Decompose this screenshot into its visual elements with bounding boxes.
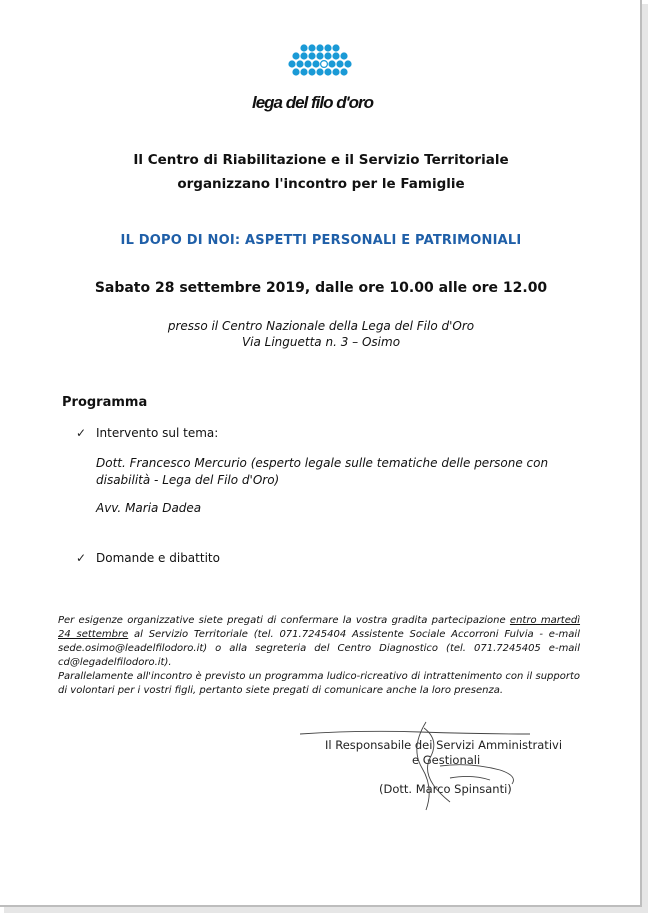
event-date: Sabato 28 settembre 2019, dalle ore 10.00 alle ore 12.00 bbox=[94, 280, 548, 296]
program-item-2: Domande e dibattito bbox=[96, 551, 220, 565]
programma-heading: Programma bbox=[62, 395, 148, 410]
checkmark-icon: ✓ bbox=[76, 551, 87, 565]
handwritten-signature-icon bbox=[300, 718, 570, 818]
page-shadow-bottom bbox=[4, 907, 648, 913]
program-item-1: Intervento sul tema: bbox=[96, 426, 219, 440]
signature-title-line-1: Il Responsabile dei Servizi Amministrativi bbox=[325, 738, 563, 752]
rsvp-paragraph: Per esigenze organizzative siete pregati di confermare la vostra gradita partecipazione entro martedì 24 settembre al Servizio Territoriale (tel. 071.7245404 Assistente Sociale Accorroni Fulvia - e-mail sede.osimo@leadelfilodoro.it) o alla segreteria del Centro Diagnostico (tel. 071.7245405 e-mail cd@legadelfilodoro.it). bbox=[58, 615, 581, 668]
signature-title-line-2: e Gestionali bbox=[412, 753, 481, 767]
event-title: IL DOPO DI NOI: ASPETTI PERSONALI E PATRIMONIALI bbox=[120, 233, 522, 248]
intro-line-1: Il Centro di Riabilitazione e il Servizio Territoriale bbox=[133, 152, 509, 168]
page-shadow-right bbox=[642, 4, 648, 913]
speaker-1-line-1: Dott. Francesco Mercurio (esperto legale sulle tematiche delle persone con bbox=[96, 456, 549, 470]
activity-paragraph: Parallelamente all'incontro è previsto un programma ludico-ricreativo di intrattenimento con il supporto di volontari per i vostri figli, pertanto siete pregati di comunicare anche la loro presenza. bbox=[58, 671, 580, 696]
logo-icon bbox=[287, 44, 355, 80]
intro-line-2: organizzano l'incontro per le Famiglie bbox=[177, 176, 465, 192]
speaker-2: Avv. Maria Dadea bbox=[96, 501, 202, 515]
venue-line-1: presso il Centro Nazionale della Lega del Filo d'Oro bbox=[167, 319, 475, 333]
speaker-1-line-2: disabilità - Lega del Filo d'Oro) bbox=[96, 473, 280, 487]
logo-wordmark: lega del filo d'oro bbox=[252, 93, 374, 112]
venue-line-2: Via Linguetta n. 3 – Osimo bbox=[241, 335, 401, 349]
signature-name: (Dott. Marco Spinsanti) bbox=[379, 782, 512, 796]
rsvp-deadline: entro martedì 24 settembre bbox=[58, 615, 581, 640]
rsvp-note bbox=[58, 614, 580, 698]
checkmark-icon: ✓ bbox=[76, 426, 87, 440]
